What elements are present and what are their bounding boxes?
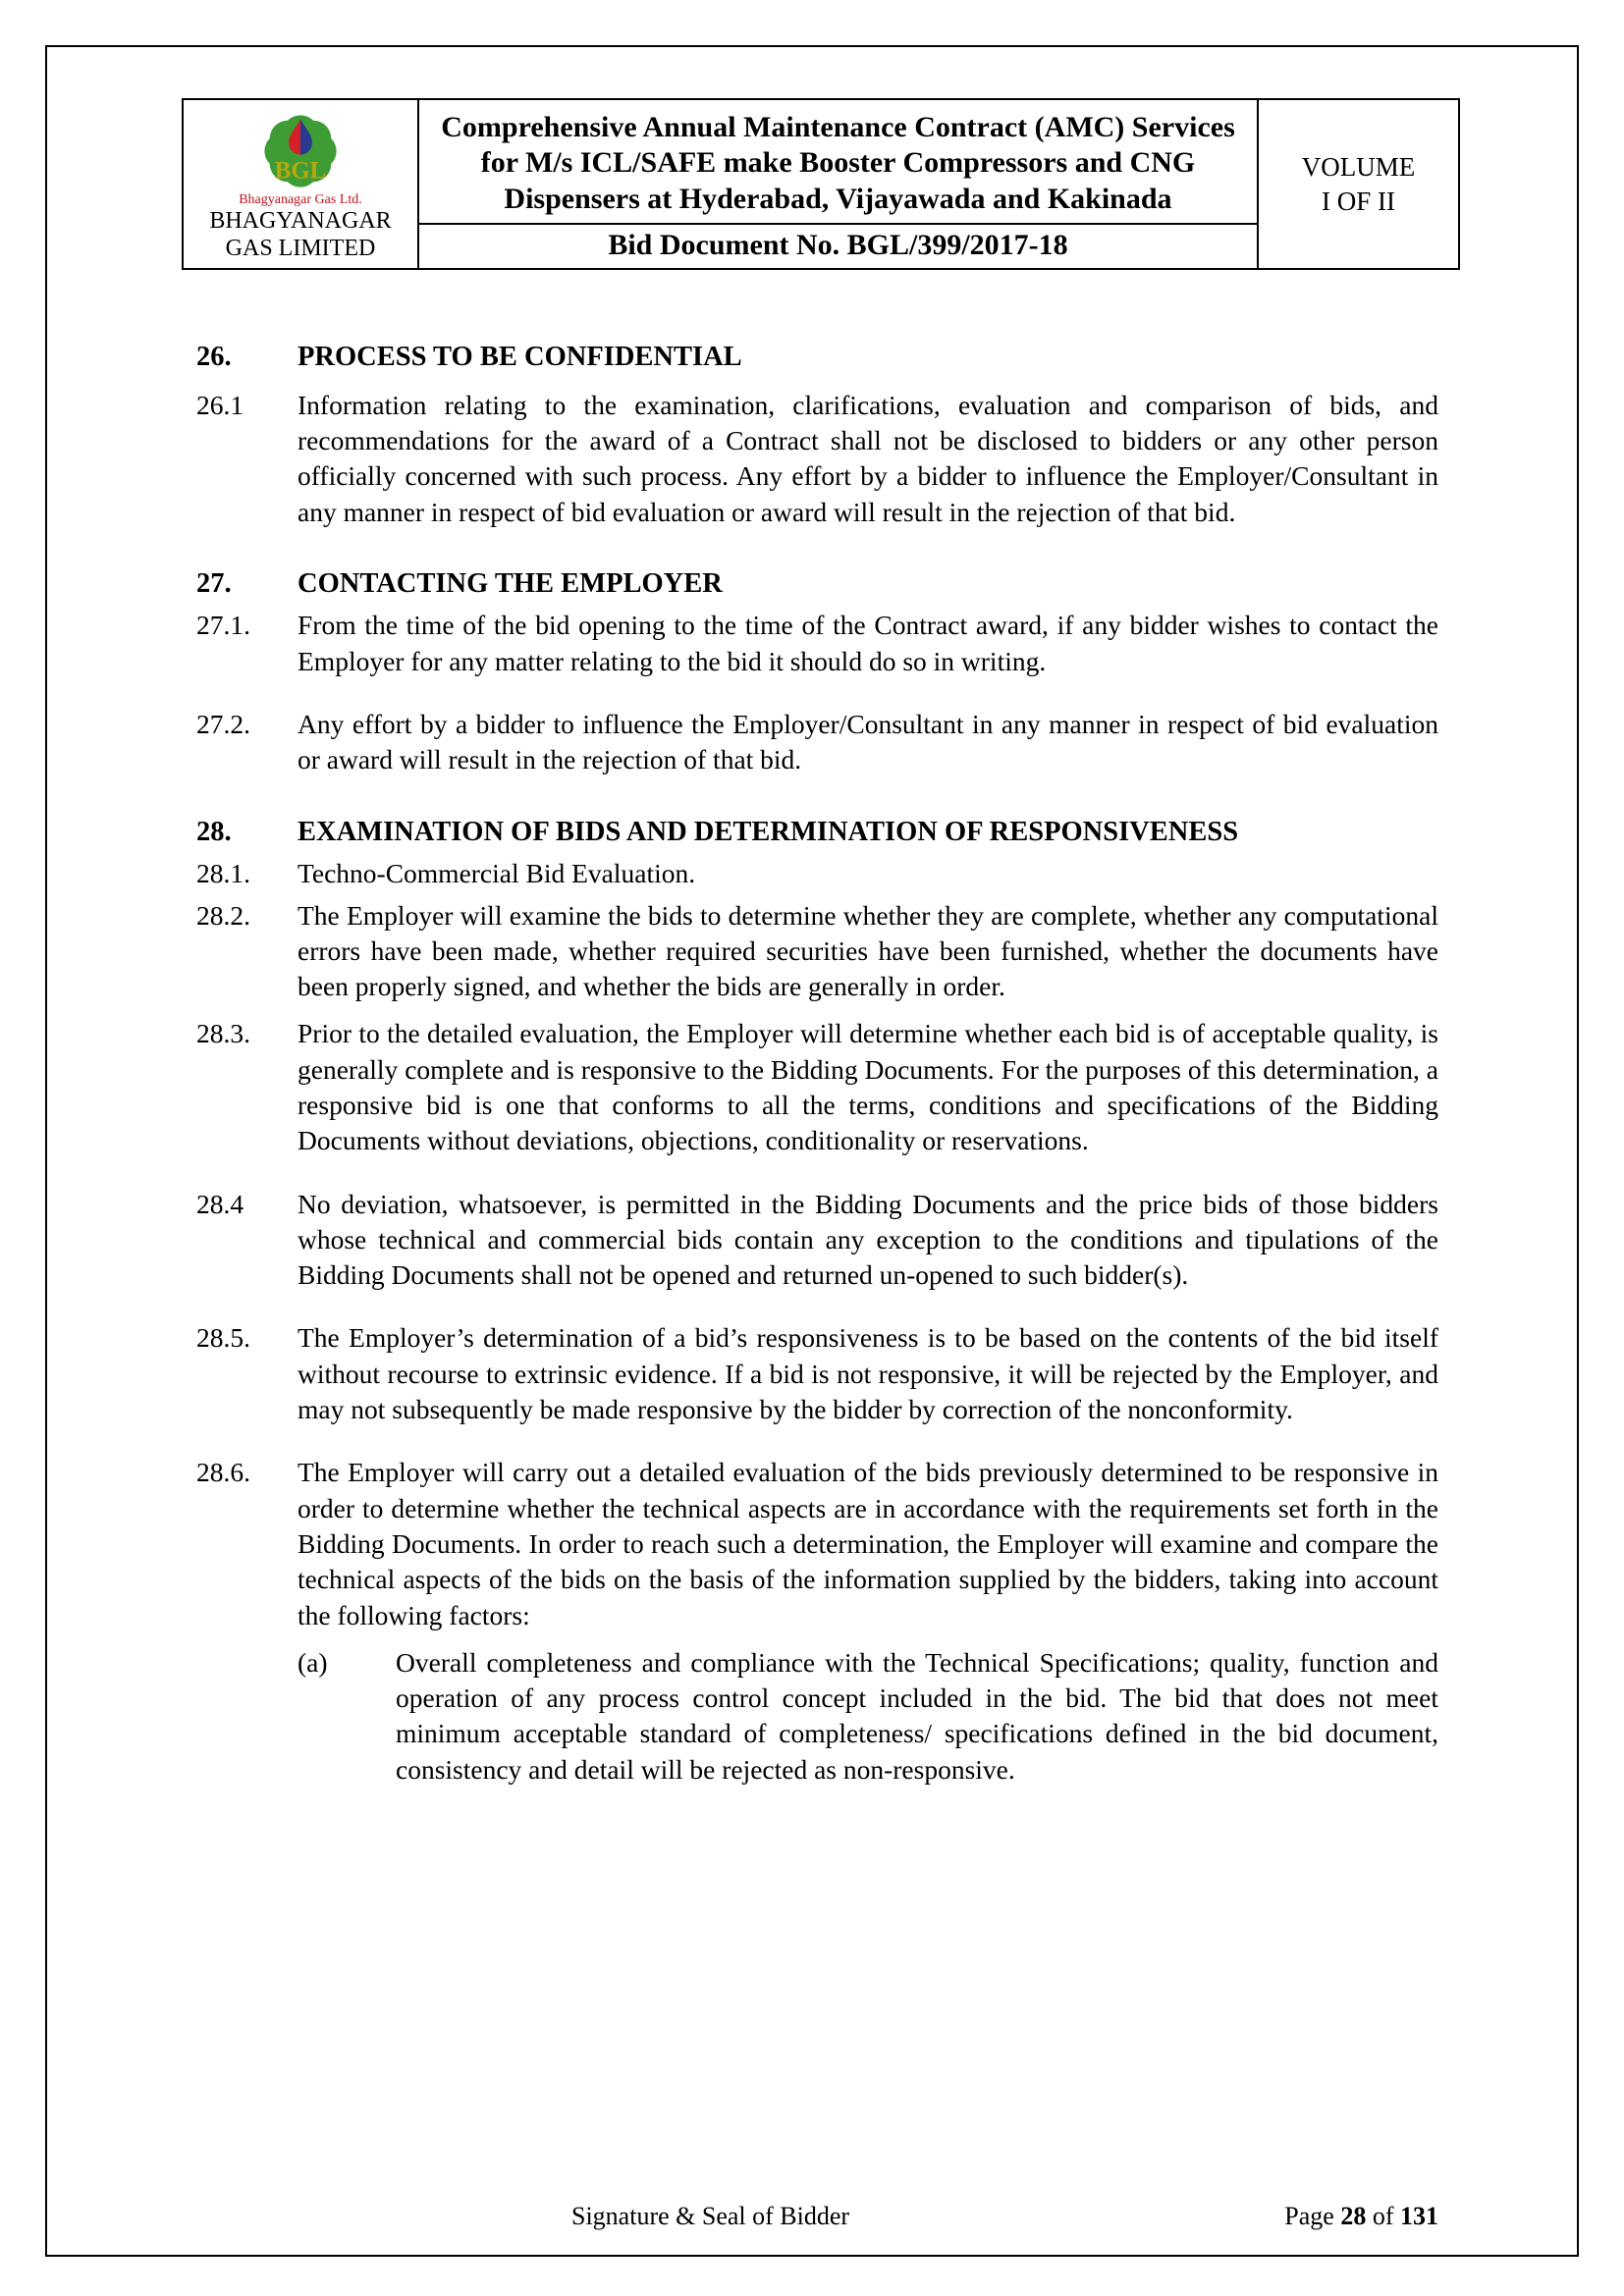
- clause-28-1: [196, 856, 1438, 891]
- clause-number: 28.1.: [196, 858, 250, 889]
- clause-heading-text: PROCESS TO BE CONFIDENTIAL: [298, 342, 742, 372]
- clause-heading-text: EXAMINATION OF BIDS AND DETERMINATION OF RESPONSIVENESS: [298, 816, 1239, 847]
- clause-text: Overall completeness and compliance with the Technical Specifications; quality, function and operation of any process control concept included in the bid. The bid that does not meet minimum acceptable standard of completeness/ specifications defined in the bid document, consistency and detail will be rejected as non-responsive.: [396, 1646, 1438, 1785]
- clause-text: The Employer will examine the bids to determine whether they are complete, whether any computational errors have been made, whether required securities have been furnished, whether the documents have been properly signed, and whether the bids are generally in order.: [298, 899, 1438, 1002]
- clause-number: 27.: [196, 567, 232, 599]
- clause-number: (a): [298, 1646, 328, 1678]
- clause-number: 28.5.: [196, 1322, 250, 1354]
- clause-number: 27.2.: [196, 709, 250, 739]
- org-name-line2: GAS LIMITED: [225, 235, 376, 261]
- svg-text:BGL: BGL: [274, 157, 327, 185]
- volume-cell: [1257, 100, 1458, 268]
- clause-28-4: [196, 1187, 1438, 1294]
- clause-27-1: [196, 608, 1438, 679]
- clause-text: Prior to the detailed evaluation, the Employer will determine whether each bid is of acceptable quality, is generally complete and is responsive to the Bidding Documents. For the purposes of this determination, a responsive bid is one that conforms to all the terms, conditions and specifications of the Bidding Documents without deviations, objections, conditionality or reservations.: [298, 1018, 1438, 1156]
- clause-28-6-a: [196, 1645, 1438, 1788]
- clause-number: 26.1: [196, 389, 244, 420]
- section-heading-28: [196, 814, 1438, 851]
- bgl-logo-icon: [255, 106, 346, 196]
- document-title: Comprehensive Annual Maintenance Contract (AMC) Services for M/s ICL/SAFE make Booster Compressors and CNG Dispensers at Hyderabad, Vijayawada and Kakinada: [441, 110, 1235, 215]
- clause-number: 28.: [196, 816, 232, 847]
- page-footer: [196, 2202, 1438, 2241]
- clause-28-6: [196, 1455, 1438, 1632]
- clause-text: From the time of the bid opening to the time of the Contract award, if any bidder wishes to contact the Employer for any matter relating to the bid it should do so in writing.: [298, 610, 1438, 676]
- clause-28-5: [196, 1320, 1438, 1427]
- clause-text: The Employer’s determination of a bid’s responsiveness is to be based on the contents of the bid itself without recourse to extrinsic evidence. If a bid is not responsive, it will be rejected by the Employer, and may not subsequently be made responsive by the bidder by correction of the nonconformity.: [298, 1322, 1438, 1425]
- clause-text: The Employer will carry out a detailed evaluation of the bids previously determined to be responsive in order to determine whether the technical aspects are in accordance with the requirements set forth in the Bidding Documents. In order to reach such a determination, the Employer will examine and compare the technical aspects of the bids on the basis of the information supplied by the bidders, taking into account the following factors:: [298, 1457, 1438, 1630]
- document-body: [196, 339, 1438, 1788]
- signature-label: Signature & Seal of Bidder: [571, 2202, 850, 2230]
- bid-document-number: Bid Document No. BGL/399/2017-18: [419, 223, 1257, 268]
- page-total: 131: [1400, 2202, 1438, 2230]
- clause-heading-text: CONTACTING THE EMPLOYER: [298, 567, 723, 599]
- clause-number: 28.3.: [196, 1018, 250, 1049]
- clause-number: 28.4: [196, 1188, 244, 1219]
- clause-number: 28.2.: [196, 899, 250, 931]
- clause-27-2: [196, 707, 1438, 778]
- clause-text: No deviation, whatsoever, is permitted in the Bidding Documents and the price bids of those bidders whose technical and commercial bids contain any exception to the conditions and tipulations of the Bidding Documents shall not be opened and returned un-opened to such bidder(s).: [298, 1188, 1438, 1291]
- clause-text: Any effort by a bidder to influence the Employer/Consultant in any manner in respect of bid evaluation or award will result in the rejection of that bid.: [298, 709, 1438, 775]
- page-indicator: [1284, 2202, 1438, 2231]
- page-number: 28: [1340, 2202, 1367, 2230]
- logo-subtitle: Bhagyanagar Gas Ltd.: [239, 192, 362, 207]
- volume-line2: I OF II: [1322, 186, 1395, 216]
- section-heading-27: [196, 565, 1438, 603]
- volume-line1: VOLUME: [1301, 151, 1416, 182]
- clause-26-1: [196, 388, 1438, 530]
- page-word: Page: [1284, 2202, 1334, 2230]
- header-table: [182, 98, 1460, 270]
- clause-28-2: [196, 898, 1438, 1005]
- clause-text: Information relating to the examination, clarifications, evaluation and comparison of bids, and recommendations for the award of a Contract shall not be disclosed to bidders or any other person officially concerned with such process. Any effort by a bidder to influence the Employer/Consultant in any manner in respect of bid evaluation or award will result in the rejection of that bid.: [298, 389, 1438, 527]
- section-heading-26: [196, 339, 1438, 376]
- clause-text: Techno-Commercial Bid Evaluation.: [298, 858, 696, 889]
- clause-number: 28.6.: [196, 1457, 250, 1488]
- title-cell: [419, 100, 1257, 268]
- logo-cell: [184, 100, 419, 268]
- clause-number: 26.: [196, 342, 232, 372]
- clause-28-3: [196, 1016, 1438, 1158]
- org-name-line1: BHAGYANAGAR: [209, 208, 392, 234]
- of-word: of: [1372, 2202, 1394, 2230]
- clause-number: 27.1.: [196, 610, 250, 641]
